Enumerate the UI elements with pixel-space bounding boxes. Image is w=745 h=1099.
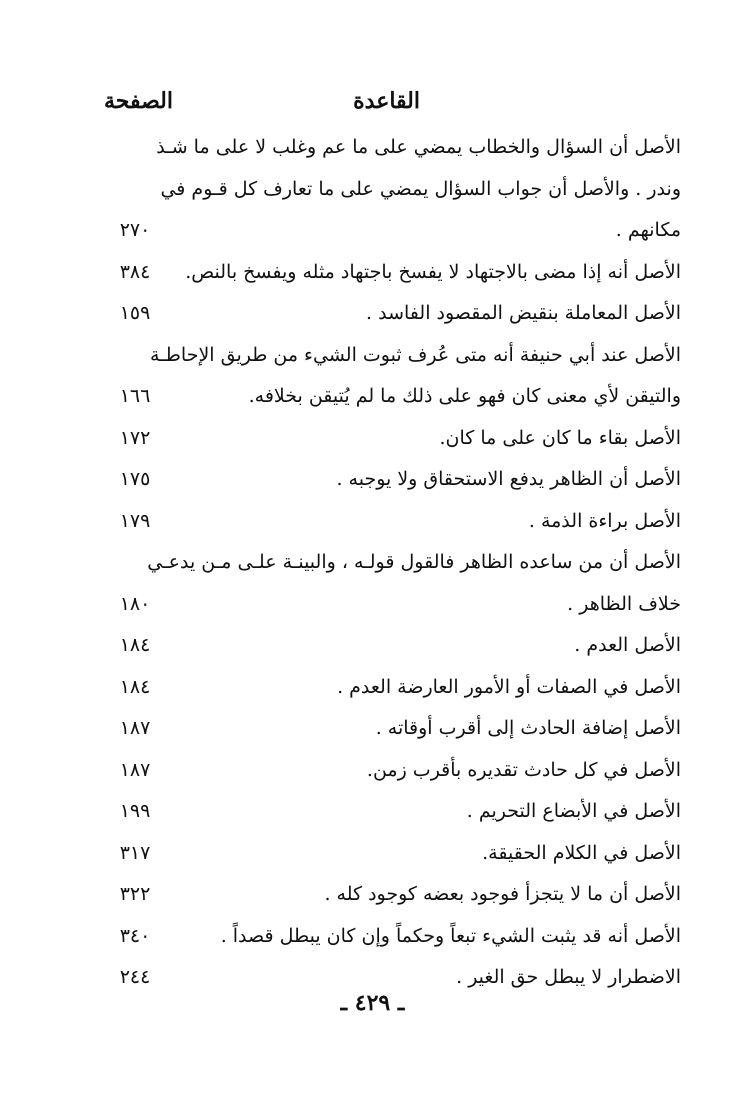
index-line <box>0 667 745 707</box>
index-line <box>0 542 745 582</box>
rule-text: الأصل بقاء ما كان على ما كان. <box>439 426 681 449</box>
rule-text: الأصل في الكلام الحقيقة. <box>482 841 681 864</box>
page-ref: ١٨٠ <box>119 592 151 615</box>
index-line <box>0 210 745 250</box>
index-line <box>0 459 745 499</box>
index-line <box>0 127 745 167</box>
index-line <box>0 376 745 416</box>
rule-text: الأصل أن الظاهر يدفع الاستحقاق ولا يوجبه . <box>336 468 681 490</box>
rule-text: مكانهم . <box>615 219 681 241</box>
page-ref: ١٩٩ <box>119 800 151 822</box>
index-line <box>0 584 745 624</box>
page-ref: ٢٧٠ <box>119 219 151 241</box>
page-number: ـ ٤٢٩ ـ <box>340 990 405 1016</box>
index-line <box>0 791 745 831</box>
rule-text: الاضطرار لا يبطل حق الغير . <box>456 966 681 988</box>
rule-text: الأصل العدم . <box>574 634 681 656</box>
page-ref: ١٦٦ <box>119 385 151 407</box>
rule-text: الأصل أن من ساعده الظاهر فالقول قولـه ، والبينـة علـى مـن يدعـي <box>147 551 681 573</box>
index-line <box>0 708 745 748</box>
rule-text: والتيقن لأي معنى كان فهو على ذلك ما لم يُتيقن بخلافه. <box>248 385 681 407</box>
page-ref: ٢٤٤ <box>119 966 151 988</box>
rule-text: الأصل أن ما لا يتجزأ فوجود بعضه كوجود كله . <box>324 883 681 905</box>
rule-text: الأصل في الأبضاع التحريم . <box>466 800 681 822</box>
page-ref: ١٨٤ <box>119 675 151 698</box>
index-line <box>0 501 745 541</box>
table-header <box>0 88 745 122</box>
index-line <box>0 916 745 956</box>
rule-column-heading: القاعدة <box>353 88 420 114</box>
index-line <box>0 169 745 209</box>
rule-text: الأصل عند أبي حنيفة أنه متى عُرف ثبوت الشيء من طريق الإحاطـة <box>150 343 681 366</box>
index-line <box>0 750 745 790</box>
rule-text: الأصل براءة الذمة . <box>528 509 681 532</box>
page-column-heading: الصفحة <box>103 88 173 114</box>
rule-text: الأصل أنه إذا مضى بالاجتهاد لا يفسخ باجتهاد مثله ويفسخ بالنص. <box>185 260 681 283</box>
index-line <box>0 252 745 292</box>
rule-text: الأصل إضافة الحادث إلى أقرب أوقاته . <box>375 717 681 739</box>
index-line <box>0 625 745 665</box>
index-line <box>0 418 745 458</box>
index-line <box>0 874 745 914</box>
rule-text: وندر . والأصل أن جواب السؤال يمضي على ما تعارف كل قـوم في <box>160 177 681 200</box>
page-ref: ٣١٧ <box>119 841 151 864</box>
rule-text: الأصل أن السؤال والخطاب يمضي على ما عم وغلب لا على ما شـذ <box>156 136 681 158</box>
rule-text: الأصل في الصفات أو الأمور العارضة العدم . <box>337 675 681 698</box>
rule-text: خلاف الظاهر . <box>567 592 681 615</box>
page-ref: ٣٤٠ <box>119 924 151 947</box>
page-ref: ١٧٢ <box>119 426 151 449</box>
page-ref: ١٥٩ <box>119 302 151 324</box>
page-ref: ٣٢٢ <box>119 883 151 905</box>
index-line <box>0 293 745 333</box>
page-ref: ١٨٧ <box>119 758 151 781</box>
page-ref: ١٧٥ <box>119 468 151 490</box>
page-ref: ٣٨٤ <box>119 260 151 283</box>
rule-text: الأصل المعاملة بنقيض المقصود الفاسد . <box>366 302 681 324</box>
index-line <box>0 335 745 375</box>
index-line <box>0 833 745 873</box>
rule-text: الأصل في كل حادث تقديره بأقرب زمن. <box>366 758 681 781</box>
page-ref: ١٧٩ <box>119 509 151 532</box>
page-ref: ١٨٧ <box>119 717 151 739</box>
rule-text: الأصل أنه قد يثبت الشيء تبعاً وحكماً وإن كان يبطل قصداً . <box>220 924 681 947</box>
page-ref: ١٨٤ <box>119 634 151 656</box>
